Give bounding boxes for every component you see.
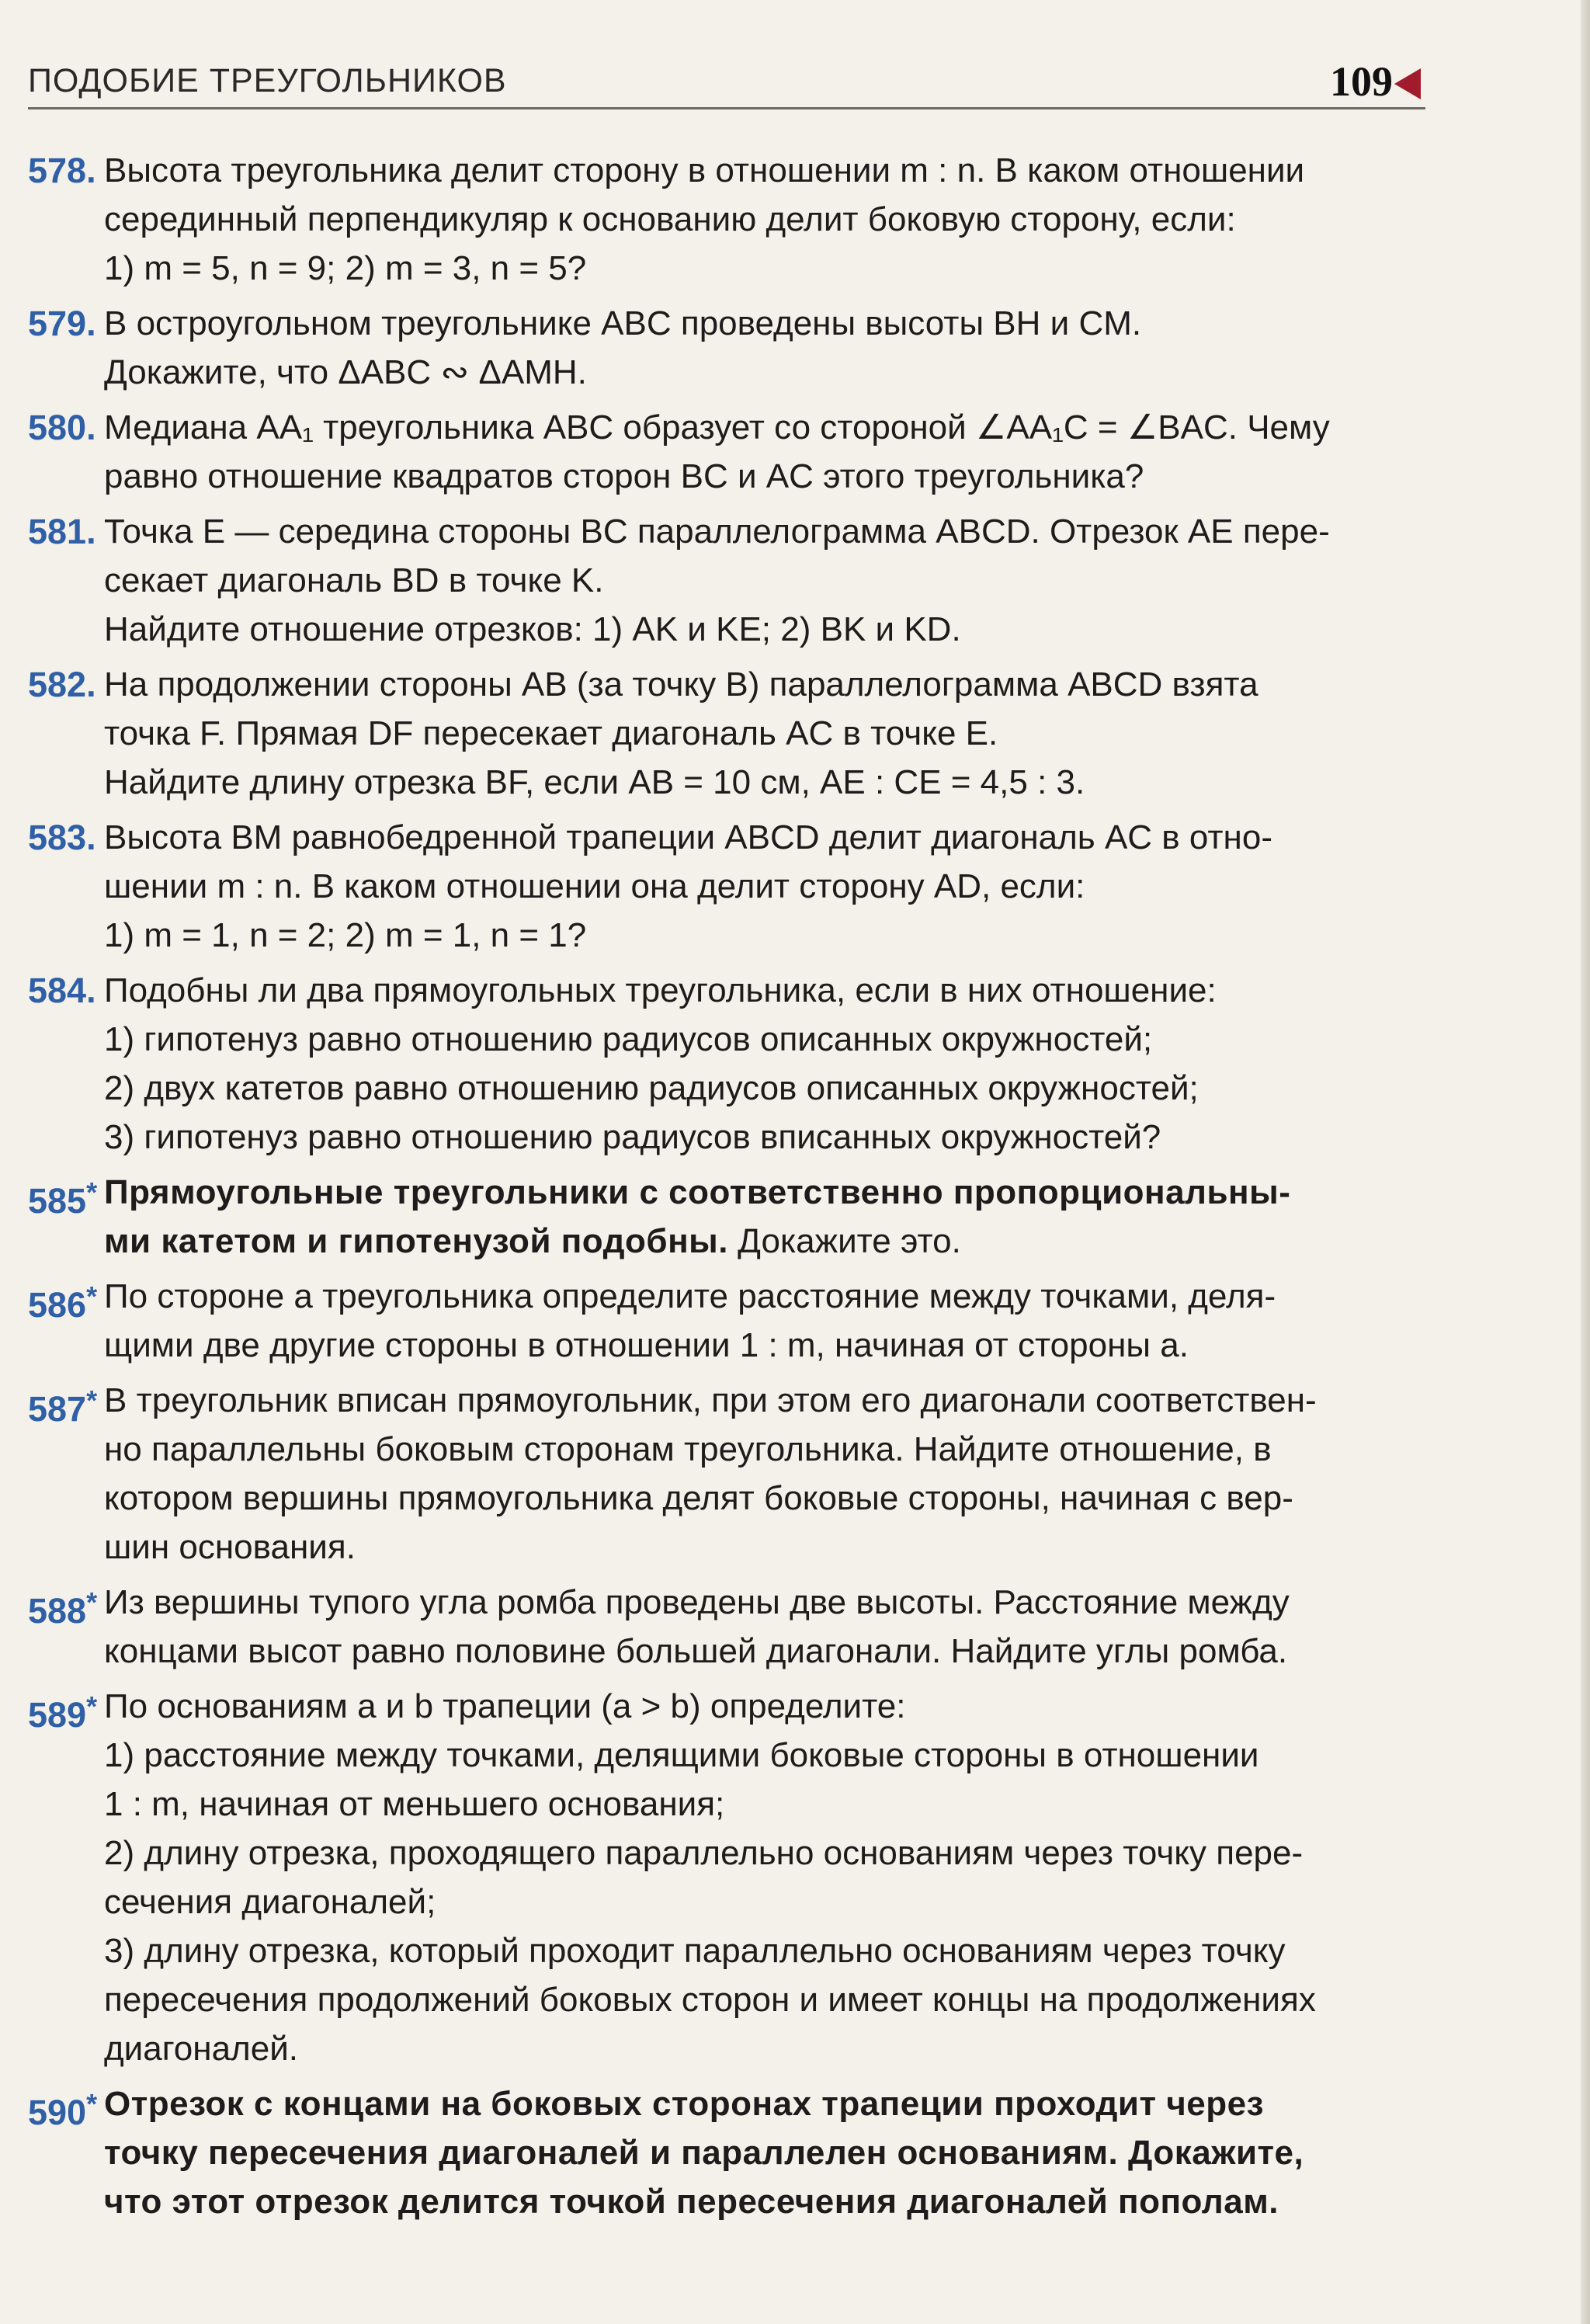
problem-item (28, 299, 1418, 397)
problem-line-bold: Прямоугольные треугольники с соответственно пропорциональны- (104, 1173, 1291, 1211)
problem-line: но параллельны боковым сторонам треугольника. Найдите отношение, в (104, 1430, 1272, 1468)
problem-item (28, 1682, 1418, 2073)
problem-line: сечения диагоналей; (104, 1883, 436, 1921)
problem-line: 2) двух катетов равно отношению радиусов описанных окружностей; (104, 1069, 1199, 1107)
problem-line: 1) расстояние между точками, делящими боковые стороны в отношении (104, 1736, 1259, 1774)
running-title: ПОДОБИЕ ТРЕУГОЛЬНИКОВ (28, 62, 507, 99)
problem-number (28, 1272, 97, 1329)
page-header (28, 58, 1425, 109)
problem-number-text: 580. (28, 408, 96, 447)
problem-number-text: 590 (28, 2093, 87, 2132)
problem-number (28, 1578, 97, 1635)
problems-list (28, 146, 1418, 2232)
problem-number-text: 581. (28, 512, 96, 551)
problem-text (28, 146, 1418, 293)
problem-text (28, 2079, 1418, 2226)
problem-line: Высота BM равнобедренной трапеции ABCD делит диагональ AC в отно- (104, 818, 1272, 856)
problem-line: секает диагональ BD в точке K. (104, 561, 604, 599)
problem-line-bold: точку пересечения диагоналей и параллелен основаниям. Докажите, (104, 2134, 1304, 2172)
problem-text (28, 1682, 1418, 2073)
problem-text (28, 660, 1418, 807)
problem-item (28, 403, 1418, 501)
problem-line: 1) гипотенуз равно отношению радиусов описанных окружностей; (104, 1020, 1153, 1058)
problem-number (28, 2079, 97, 2137)
problem-number-text: 585 (28, 1181, 87, 1221)
problem-number-text: 578. (28, 151, 96, 190)
problem-line: Подобны ли два прямоугольных треугольника, если в них отношение: (104, 971, 1217, 1009)
page-edge (1581, 0, 1590, 2324)
problem-text (28, 403, 1418, 501)
problem-line: Из вершины тупого угла ромба проведены две высоты. Расстояние между (104, 1583, 1290, 1621)
problem-text (28, 813, 1418, 960)
problem-number-text: 583. (28, 818, 96, 857)
difficulty-star-icon: * (86, 2088, 98, 2120)
problem-line: котором вершины прямоугольника делят боковые стороны, начиная с вер- (104, 1479, 1293, 1517)
problem-number-text: 586 (28, 1285, 87, 1325)
problem-item (28, 146, 1418, 293)
problem-text (28, 1376, 1418, 1572)
problem-number-text: 588 (28, 1591, 87, 1631)
difficulty-star-icon: * (86, 1690, 98, 1722)
problem-line: 1) m = 5, n = 9; 2) m = 3, n = 5? (104, 249, 587, 287)
problem-line: диагоналей. (104, 2030, 298, 2068)
problem-item (28, 813, 1418, 960)
problem-line-bold: что этот отрезок делится точкой пересечения диагоналей пополам. (104, 2183, 1279, 2221)
problem-line: Высота треугольника делит сторону в отношении m : n. В каком отношении (104, 151, 1305, 189)
problem-number (28, 966, 96, 1015)
problem-number (28, 507, 96, 556)
problem-line: В треугольник вписан прямоугольник, при этом его диагонали соответствен- (104, 1381, 1317, 1419)
problem-line: щими две другие стороны в отношении 1 : m, начиная от стороны a. (104, 1326, 1189, 1364)
problem-number (28, 299, 96, 348)
problem-item (28, 2079, 1418, 2226)
problem-item (28, 660, 1418, 807)
difficulty-star-icon: * (86, 1176, 98, 1208)
problem-text (28, 1272, 1418, 1370)
problem-line: 3) длину отрезка, который проходит параллельно основаниям через точку (104, 1932, 1286, 1970)
problem-text (28, 1168, 1418, 1266)
problem-number-text: 584. (28, 971, 96, 1010)
problem-number (28, 1376, 97, 1433)
difficulty-star-icon: * (86, 1384, 98, 1416)
problem-line: 2) длину отрезка, проходящего параллельно основаниям через точку пере- (104, 1834, 1304, 1872)
problem-line-bold: Отрезок с концами на боковых сторонах трапеции проходит через (104, 2085, 1264, 2123)
difficulty-star-icon: * (86, 1280, 98, 1312)
problem-item (28, 1272, 1418, 1370)
problem-number-text: 579. (28, 304, 96, 343)
problem-line: 3) гипотенуз равно отношению радиусов вписанных окружностей? (104, 1118, 1161, 1156)
problem-text (28, 507, 1418, 654)
problem-line: равно отношение квадратов сторон BC и AC этого треугольника? (104, 457, 1144, 495)
problem-number-text: 589 (28, 1695, 87, 1735)
problem-number (28, 813, 96, 862)
problem-number (28, 403, 96, 452)
page-number: 109 (1330, 58, 1393, 105)
problem-number-text: 582. (28, 665, 96, 704)
problem-item (28, 507, 1418, 654)
problem-line: шин основания. (104, 1528, 356, 1566)
problem-line: Найдите отношение отрезков: 1) AK и KE; 2) BK и KD. (104, 610, 961, 648)
problem-number (28, 1682, 97, 1739)
problem-line: Медиана AA₁ треугольника ABC образует со стороной ∠AA₁C = ∠BAC. Чему (104, 408, 1330, 446)
problem-number (28, 1168, 97, 1225)
problem-line: По стороне a треугольника определите расстояние между точками, деля- (104, 1277, 1276, 1315)
problem-line-tail: Докажите это. (727, 1222, 961, 1260)
problem-line: серединный перпендикуляр к основанию делит боковую сторону, если: (104, 200, 1236, 238)
problem-line: По основаниям a и b трапеции (a > b) определите: (104, 1687, 906, 1725)
problem-item (28, 1578, 1418, 1676)
problem-line: пересечения продолжений боковых сторон и имеет концы на продолжениях (104, 1981, 1316, 2019)
problem-line-bold: ми катетом и гипотенузой подобны. (104, 1222, 728, 1260)
problem-item (28, 1168, 1418, 1266)
problem-item (28, 966, 1418, 1162)
problem-line: концами высот равно половине большей диагонали. Найдите углы ромба. (104, 1632, 1288, 1670)
problem-line: На продолжении стороны AB (за точку B) параллелограмма ABCD взята (104, 665, 1258, 703)
problem-line: Докажите, что ΔABC ∾ ΔAMH. (104, 353, 587, 391)
problem-text (28, 1578, 1418, 1676)
problem-number-text: 587 (28, 1389, 87, 1429)
problem-number (28, 660, 96, 709)
problem-line: В остроугольном треугольнике ABC проведены высоты BH и CM. (104, 304, 1142, 342)
difficulty-star-icon: * (86, 1586, 98, 1618)
problem-line: Найдите длину отрезка BF, если AB = 10 см, AE : CE = 4,5 : 3. (104, 763, 1085, 801)
problem-item (28, 1376, 1418, 1572)
page-marker-triangle-icon (1394, 68, 1421, 99)
problem-line: 1) m = 1, n = 2; 2) m = 1, n = 1? (104, 916, 587, 954)
problem-text (28, 966, 1418, 1162)
problem-line: Точка E — середина стороны BC параллелограмма ABCD. Отрезок AE пере- (104, 512, 1330, 551)
problem-line: точка F. Прямая DF пересекает диагональ AC в точке E. (104, 714, 998, 752)
problem-number (28, 146, 96, 195)
problem-text (28, 299, 1418, 397)
problem-line: шении m : n. В каком отношении она делит сторону AD, если: (104, 867, 1085, 905)
problem-line: 1 : m, начиная от меньшего основания; (104, 1785, 725, 1823)
